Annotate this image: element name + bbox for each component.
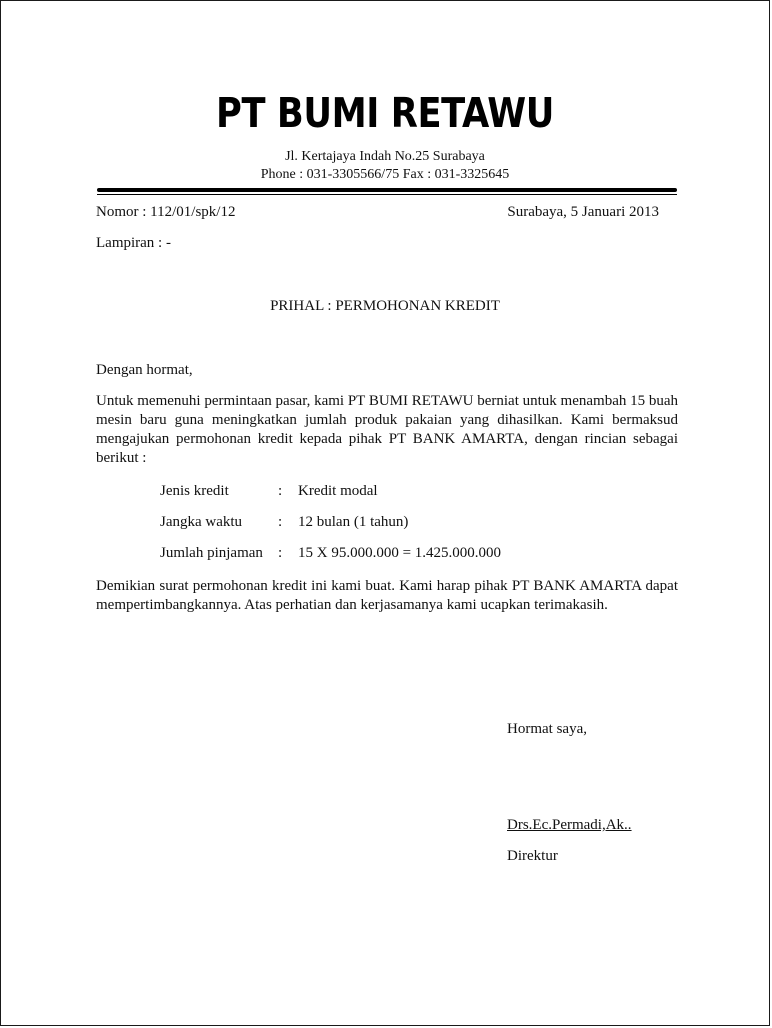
company-contact: Phone : 031-3305566/75 Fax : 031-3325645 <box>260 167 510 182</box>
detail-separator: : <box>278 545 283 561</box>
detail-label: Jumlah pinjaman <box>160 545 263 561</box>
detail-value: 15 X 95.000.000 = 1.425.000.000 <box>298 545 502 561</box>
signer-position: Direktur <box>507 848 558 864</box>
greeting: Dengan hormat, <box>96 362 193 378</box>
detail-label: Jenis kredit <box>160 483 229 499</box>
attachment-line: Lampiran : - <box>96 235 171 251</box>
detail-row-loan-amount <box>160 545 501 562</box>
letter-number: Nomor : 112/01/spk/12 <box>96 204 236 220</box>
detail-row-credit-type <box>160 483 378 500</box>
detail-separator: : <box>278 514 283 530</box>
detail-separator: : <box>278 483 283 499</box>
closing-salutation: Hormat saya, <box>507 721 587 737</box>
detail-row-term <box>160 514 408 531</box>
company-name: PT BUMI RETAWU <box>216 89 554 137</box>
company-address: Jl. Kertajaya Indah No.25 Surabaya <box>285 149 485 164</box>
body-paragraph-closing: Demikian surat permohonan kredit ini kami buat. Kami harap pihak PT BANK AMARTA dapat mempertimbangkannya. Atas perhatian dan kerjasamanya kami ucapkan terimakasih. <box>96 578 678 613</box>
detail-value: Kredit modal <box>298 483 378 499</box>
letterhead-divider-thin <box>97 194 677 195</box>
signer-name: Drs.Ec.Permadi,Ak.. <box>507 817 632 833</box>
detail-label: Jangka waktu <box>160 514 243 530</box>
body-paragraph-intro: Untuk memenuhi permintaan pasar, kami PT BUMI RETAWU berniat untuk menambah 15 buah mesin baru guna meningkatkan jumlah produk pakaian yang dihasilkan. Kami bermaksud mengajukan permohonan kredit kepada pihak PT BANK AMARTA, dengan rincian sebagai berikut : <box>96 393 679 466</box>
letterhead-divider-thick <box>97 188 677 192</box>
letter-date: Surabaya, 5 Januari 2013 <box>507 204 659 220</box>
detail-value: 12 bulan (1 tahun) <box>298 514 409 530</box>
letter-subject: PRIHAL : PERMOHONAN KREDIT <box>270 298 500 314</box>
